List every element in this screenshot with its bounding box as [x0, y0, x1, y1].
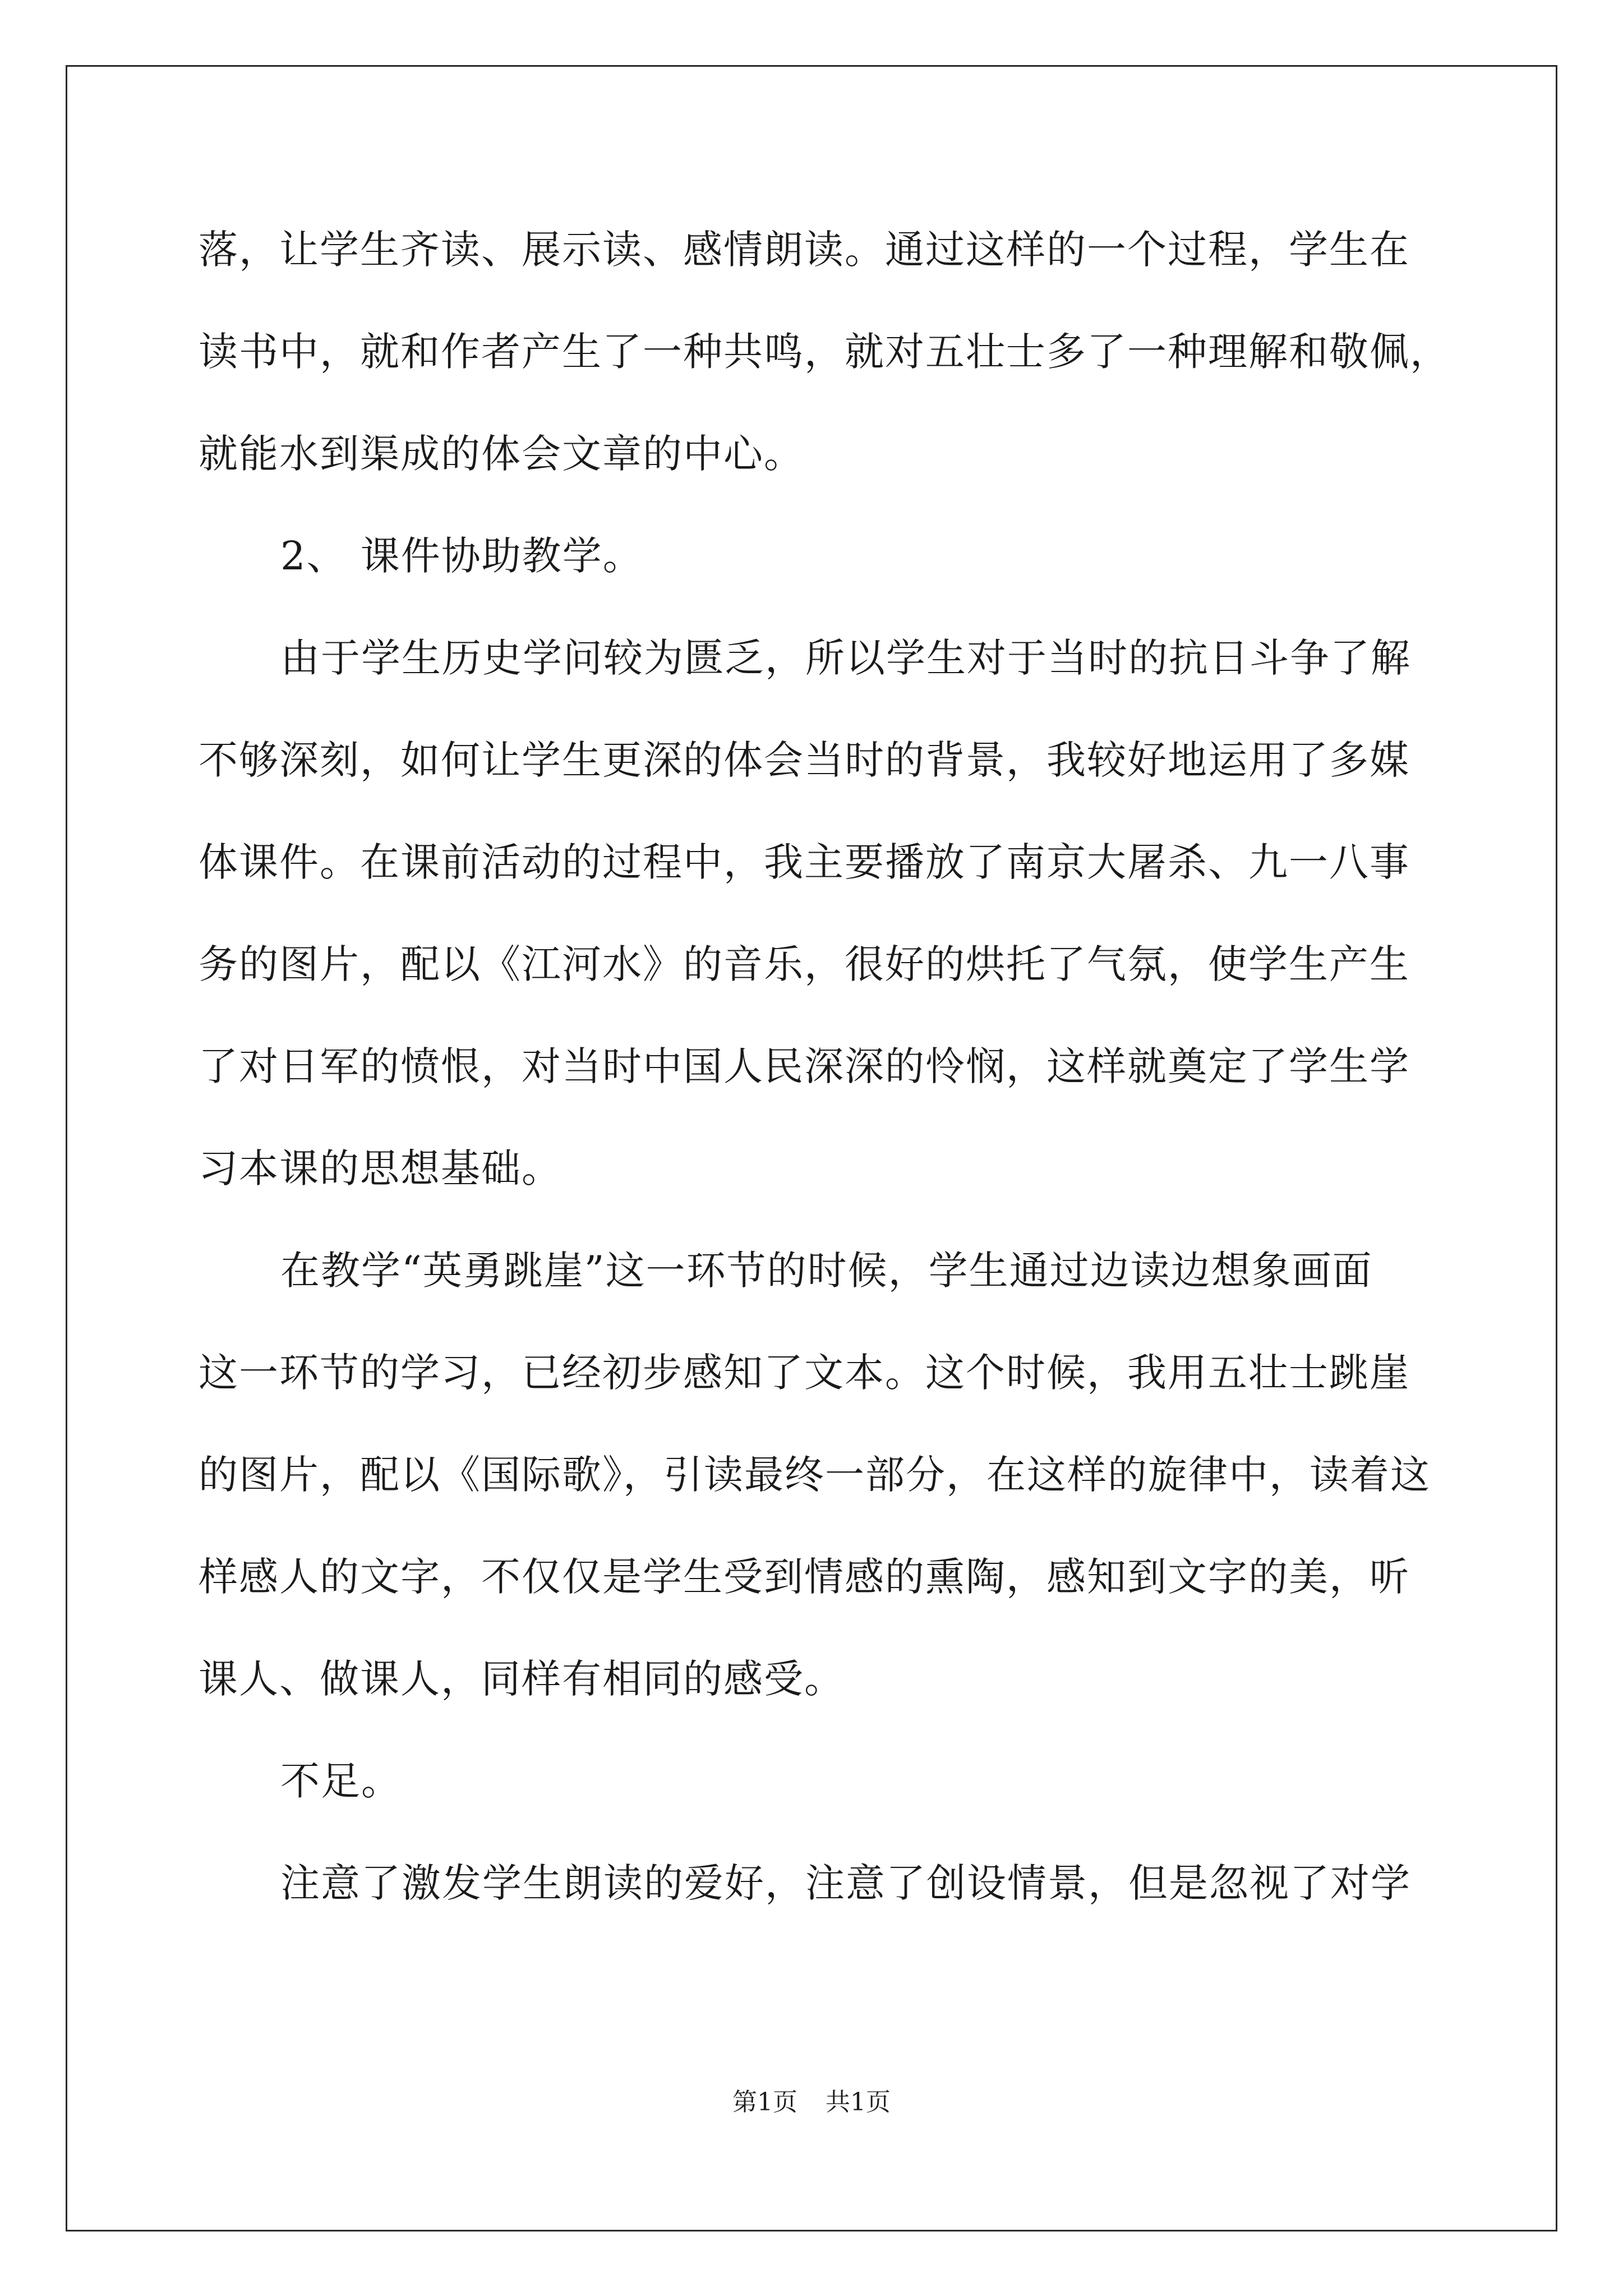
text-line: 读书中，就和作者产生了一种共鸣，就对五壮士多了一种理解和敬佩，	[199, 329, 1450, 375]
text-line: 课人、做课人，同样有相同的感受。	[199, 1656, 845, 1702]
page-total: 共1页	[826, 2088, 891, 2116]
list-item-heading: 2、 课件协助教学。	[280, 533, 643, 579]
page-number: 第1页	[732, 2088, 797, 2116]
page-footer	[0, 2086, 1623, 2119]
text-line: 体课件。在课前活动的过程中，我主要播放了南京大屠杀、九一八事	[199, 839, 1410, 885]
text-line: 在教学“英勇跳崖”这一环节的时候，学生通过边读边想象画面	[280, 1248, 1373, 1294]
text-line: 习本课的思想基础。	[199, 1145, 562, 1191]
text-line: 注意了激发学生朗读的爱好，注意了创设情景，但是忽视了对学	[280, 1860, 1411, 1906]
text-line: 不够深刻，如何让学生更深的体会当时的背景，我较好地运用了多媒	[199, 737, 1410, 783]
text-line: 落，让学生齐读、展示读、感情朗读。通过这样的一个过程，学生在	[199, 227, 1410, 273]
text-line: 由于学生历史学问较为匮乏，所以学生对于当时的抗日斗争了解	[280, 635, 1411, 681]
section-heading: 不足。	[280, 1758, 402, 1804]
text-line: 就能水到渠成的体会文章的中心。	[199, 431, 804, 477]
text-line: 了对日军的愤恨，对当时中国人民深深的怜悯，这样就奠定了学生学	[199, 1043, 1410, 1089]
text-line: 的图片，配以《国际歌》，引读最终一部分，在这样的旋律中，读着这	[199, 1452, 1431, 1498]
text-line: 样感人的文字，不仅仅是学生受到情感的熏陶，感知到文字的美，听	[199, 1554, 1410, 1600]
text-line: 这一环节的学习，已经初步感知了文本。这个时候，我用五壮士跳崖	[199, 1350, 1410, 1396]
text-line: 务的图片，配以《江河水》的音乐，很好的烘托了气氛，使学生产生	[199, 941, 1410, 987]
